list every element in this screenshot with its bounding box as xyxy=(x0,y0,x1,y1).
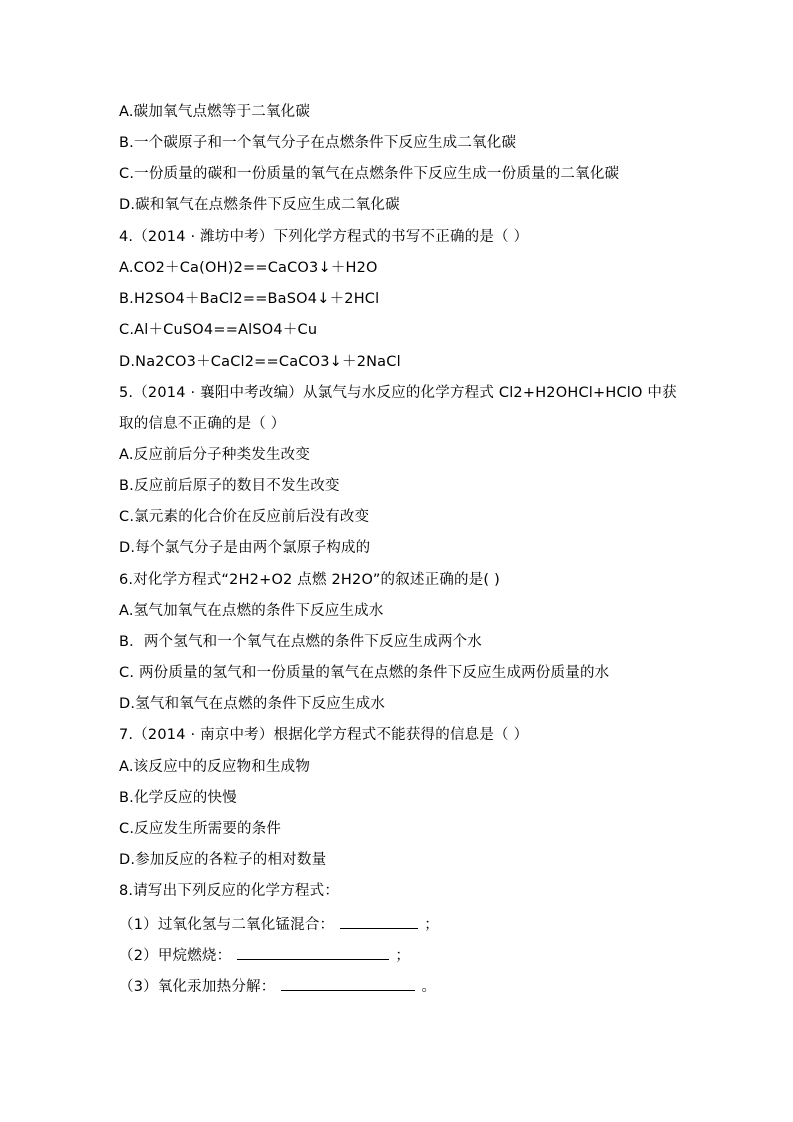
q4-stem: 4.（2014 · 潍坊中考）下列化学方程式的书写不正确的是（ ） xyxy=(119,229,529,245)
q6-option-c: C. 两份质量的氢气和一份质量的氧气在点燃的条件下反应生成两份质量的水 xyxy=(119,665,610,681)
q3-option-c: C.一份质量的碳和一份质量的氧气在点燃条件下反应生成一份质量的二氧化碳 xyxy=(119,166,620,182)
q8-item-1-end: ； xyxy=(424,917,439,933)
q8-item-3-blank[interactable] xyxy=(281,975,415,991)
q8-item-1-label: （1）过氧化氢与二氧化锰混合： xyxy=(119,917,335,933)
q4-option-a: A.CO2＋Ca(OH)2==CaCO3↓＋H2O xyxy=(119,260,378,276)
q4-option-d: D.Na2CO3＋CaCl2==CaCO3↓＋2NaCl xyxy=(119,354,401,370)
q5-option-b: B.反应前后原子的数目不发生改变 xyxy=(119,478,340,494)
q5-stem-line2: 取的信息不正确的是（ ） xyxy=(119,416,286,432)
q8-item-2-blank[interactable] xyxy=(237,944,389,960)
q8-item-3-end: 。 xyxy=(421,979,437,995)
q6-option-b: B．两个氢气和一个氧气在点燃的条件下反应生成两个水 xyxy=(119,634,482,650)
q4-option-c: C.Al＋CuSO4==AlSO4＋Cu xyxy=(119,322,318,338)
q8-item-3 xyxy=(119,975,436,997)
q5-stem-line1: 5.（2014 · 襄阳中考改编）从氯气与水反应的化学方程式 Cl2+H2OHCl+HClO 中获 xyxy=(119,385,677,401)
q7-option-a: A.该反应中的反应物和生成物 xyxy=(119,759,311,775)
q7-option-c: C.反应发生所需要的条件 xyxy=(119,821,282,837)
q3-option-b: B.一个碳原子和一个氧气分子在点燃条件下反应生成二氧化碳 xyxy=(119,135,517,151)
q7-stem: 7.（2014 · 南京中考）根据化学方程式不能获得的信息是（ ） xyxy=(119,727,529,743)
q7-option-d: D.参加反应的各粒子的相对数量 xyxy=(119,852,327,868)
q3-option-a: A.碳加氧气点燃等于二氧化碳 xyxy=(119,104,311,120)
q5-option-a: A.反应前后分子种类发生改变 xyxy=(119,447,311,463)
q5-option-c: C.氯元素的化合价在反应前后没有改变 xyxy=(119,509,370,525)
q6-option-a: A.氢气加氧气在点燃的条件下反应生成水 xyxy=(119,603,384,619)
q8-stem: 8.请写出下列反应的化学方程式： xyxy=(119,883,340,899)
q8-item-2-end: ； xyxy=(395,948,411,964)
q6-option-d: D.氢气和氧气在点燃的条件下反应生成水 xyxy=(119,696,386,712)
q6-stem: 6.对化学方程式“2H2+O2 点燃 2H2O”的叙述正确的是( ) xyxy=(119,572,500,588)
q8-item-2-label: （2）甲烷燃烧： xyxy=(119,948,232,964)
q8-item-3-label: （3）氧化汞加热分解： xyxy=(119,979,276,995)
q3-option-d: D.碳和氧气在点燃条件下反应生成二氧化碳 xyxy=(119,197,400,213)
q8-item-1 xyxy=(119,913,439,935)
q8-item-1-blank[interactable] xyxy=(340,913,418,929)
q4-option-b: B.H2SO4＋BaCl2==BaSO4↓＋2HCl xyxy=(119,291,380,307)
q8-item-2 xyxy=(119,944,410,966)
q5-option-d: D.每个氯气分子是由两个氯原子构成的 xyxy=(119,540,371,556)
q7-option-b: B.化学反应的快慢 xyxy=(119,790,237,806)
